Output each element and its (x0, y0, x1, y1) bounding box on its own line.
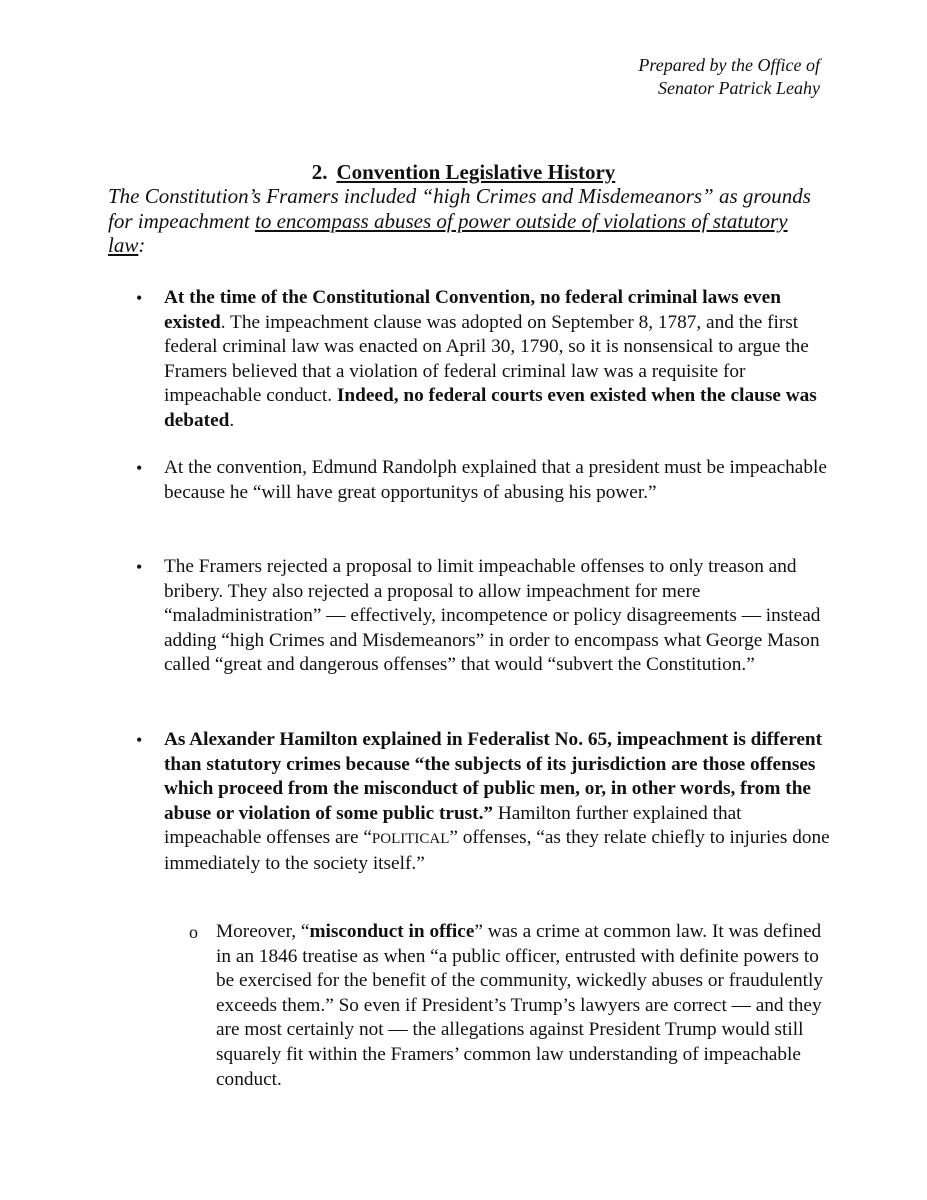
bullet-4-bold: As Alexander Hamilton explained in Federalist No. 65, impeachment is different than statutory crimes because “the subjects of its jurisdiction are those offenses which proceed from the misconduct of public men, or, in other words, from the abuse or violation of some public trust.” (164, 729, 823, 824)
bullet-marker: • (136, 458, 143, 478)
bullet-1-bold-2: Indeed, no federal courts even existed when the clause was debated (164, 385, 817, 431)
sub-bullet-text-1: Moreover, “ (216, 921, 310, 942)
bullet-marker: • (136, 730, 143, 750)
bullet-3-text: The Framers rejected a proposal to limit impeachable offenses to only treason and bribery. They also rejected a proposal to allow impeachment for mere “maladministration” — effectively, incompetence or policy disagreements — instead adding “high Crimes and Misdemeanors” in order to encompass what George Mason called “great and dangerous offenses” that would “subvert the Constitution.” (164, 556, 821, 676)
intro-text-after: : (138, 233, 146, 257)
bullet-1-bold-1: At the time of the Constitutional Convention, no federal criminal laws even existed (164, 287, 781, 333)
bullet-item-4 (136, 728, 836, 877)
bullet-marker: • (136, 557, 143, 577)
attribution-line-1: Prepared by the Office of (638, 55, 820, 75)
sub-bullet-marker: o (189, 922, 198, 942)
bullet-1-text-2: . (229, 409, 235, 431)
section-heading (0, 160, 927, 184)
sub-bullet-bold: misconduct in office (309, 921, 475, 942)
bullet-item-2 (136, 456, 836, 505)
section-number: 2. (311, 160, 328, 184)
bullet-4-text-1: Hamilton further explained that impeachable offenses are “ (164, 802, 742, 849)
bullet-item-3 (136, 555, 836, 678)
bullet-4-smallcaps: POLITICAL (371, 831, 450, 848)
attribution (638, 54, 820, 100)
bullet-4-text-2: ” offenses, “as they relate chiefly to injuries done immediately to the society itself.” (164, 827, 830, 874)
section-title: Convention Legislative History (336, 160, 616, 184)
bullet-item-1 (136, 286, 836, 434)
intro-paragraph (108, 184, 828, 258)
bullet-2-text: At the convention, Edmund Randolph explained that a president must be impeachable because he “will have great opportunitys of abusing his power.” (164, 457, 827, 503)
sub-bullet-text-2: ” was a crime at common law. It was defined in an 1846 treatise as when “a public officer, entrusted with definite powers to be exercised for the benefit of the community, wickedly abuses or fraudulently exceeds them.” So even if President’s Trump’s lawyers are correct — and they are most certainly not — the allegations against President Trump would still squarely fit within the Framers’ common law understanding of impeachable conduct. (216, 921, 823, 1090)
attribution-line-2: Senator Patrick Leahy (658, 78, 820, 98)
sub-bullet-item (189, 920, 828, 1092)
bullet-marker: • (136, 288, 143, 308)
intro-underlined: to encompass abuses of power outside of violations of statutory law (108, 208, 788, 257)
bullet-1-text-1: . The impeachment clause was adopted on September 8, 1787, and the first federal criminal law was enacted on April 30, 1790, so it is nonsensical to argue the Framers believed that a violation of federal criminal law was a requisite for impeachable conduct. (164, 311, 809, 407)
intro-text-before: The Constitution’s Framers included “high Crimes and Misdemeanors” as grounds for impeachment (108, 184, 811, 233)
